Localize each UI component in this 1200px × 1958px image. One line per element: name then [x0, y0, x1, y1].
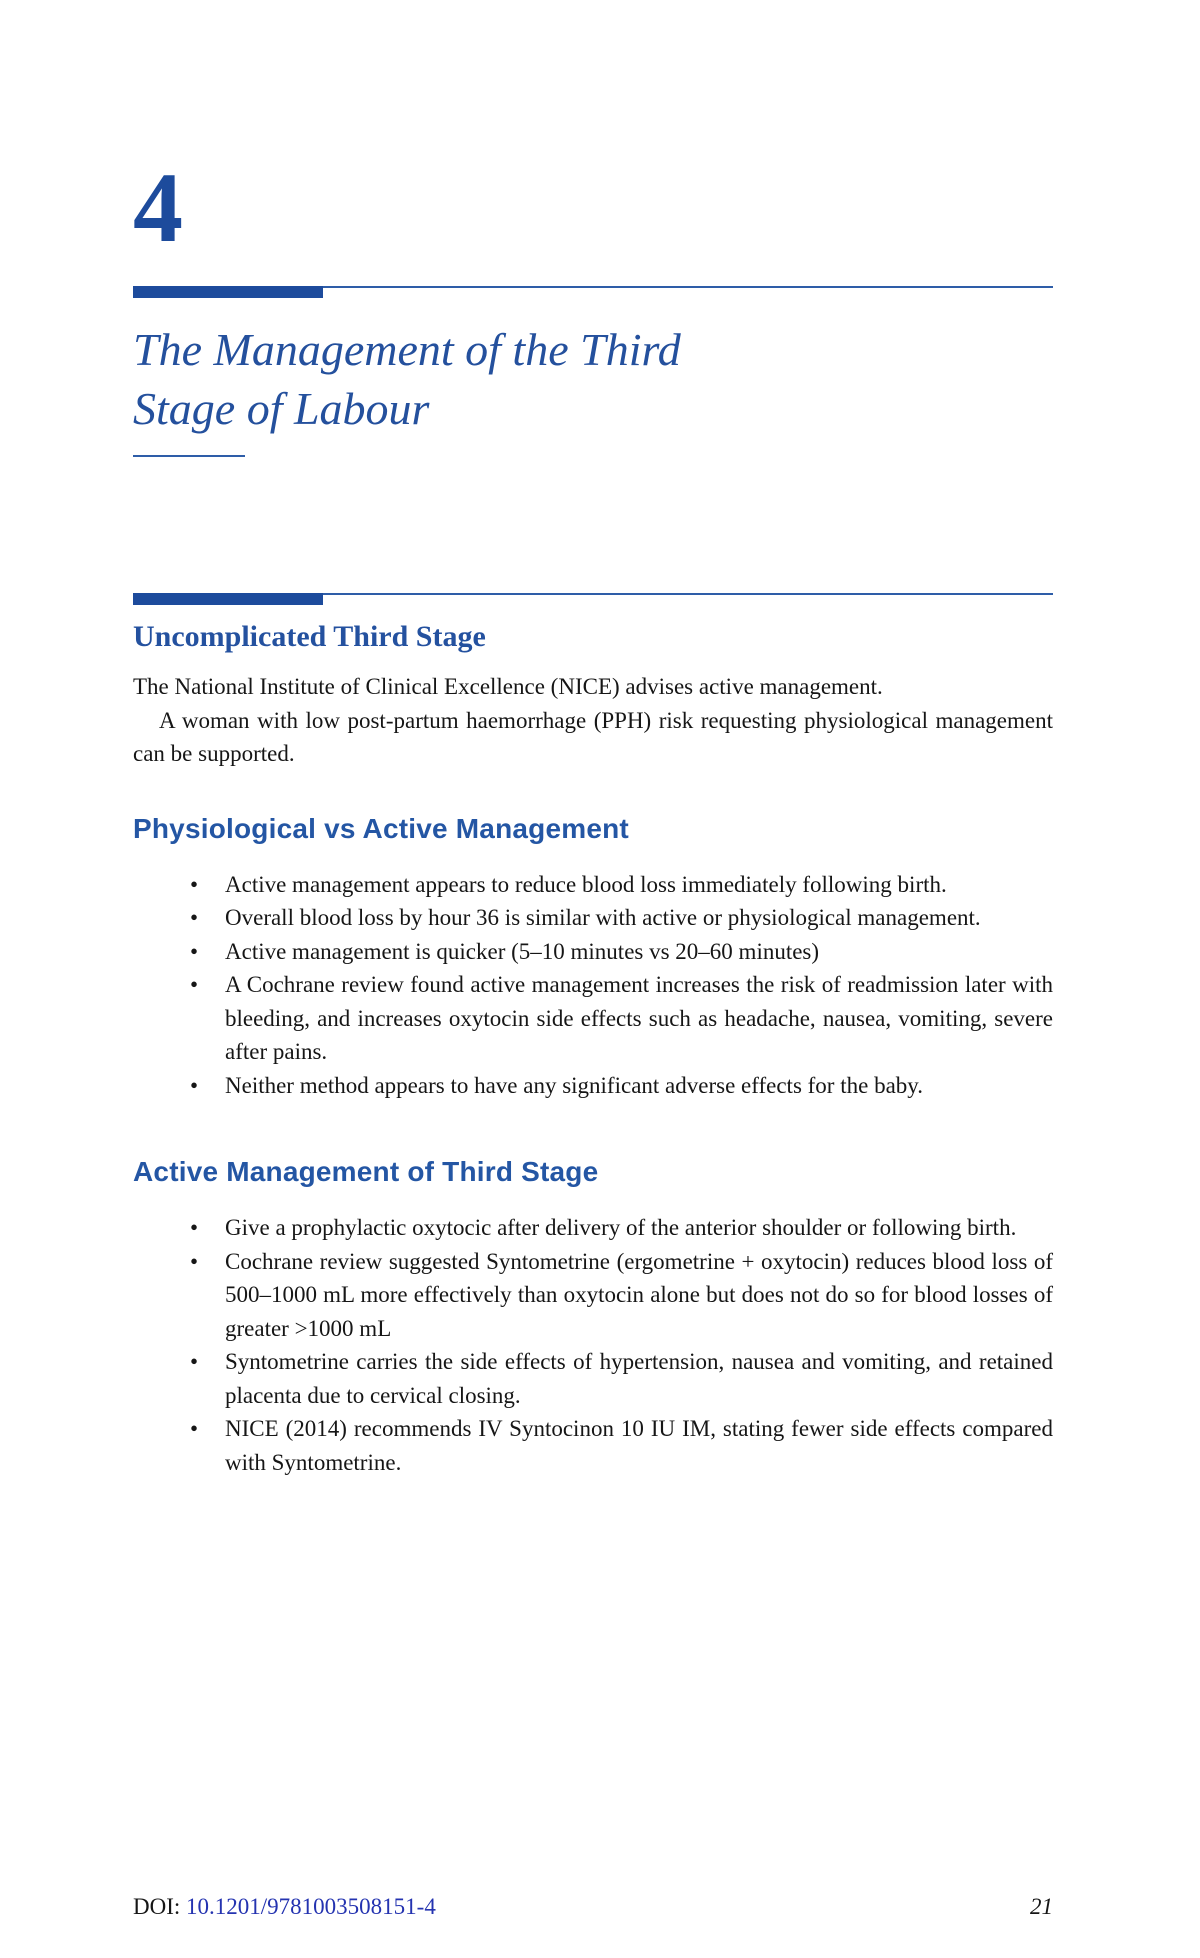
bullet-icon: • [190, 938, 199, 964]
list-item [133, 868, 1053, 902]
page-number: 21 [1030, 1894, 1053, 1919]
bullet-icon: • [190, 871, 199, 897]
list-item-text: NICE (2014) recommends IV Syntocinon 10 IU IM, stating fewer side effects compared with Syntometrine. [225, 1416, 1053, 1475]
page-footer [133, 1892, 1053, 1922]
list-item-text: Syntometrine carries the side effects of hypertension, nausea and vomiting, and retained placenta due to cervical closing. [225, 1349, 1053, 1408]
chapter-rule-bar [133, 286, 323, 298]
list-item [133, 1345, 1053, 1412]
list-item [133, 935, 1053, 969]
subsection-heading-physiological-vs-active: Physiological vs Active Management [133, 812, 629, 844]
chapter-title-line2: Stage of Labour [133, 383, 430, 434]
bullet-icon: • [190, 972, 199, 997]
chapter-rule [133, 286, 1053, 298]
list-item [133, 1412, 1053, 1479]
list-item-text: Active management appears to reduce blood loss immediately following birth. [225, 871, 947, 897]
chapter-title-line1: The Management of the Third [133, 324, 681, 375]
list-item-text: Overall blood loss by hour 36 is similar with active or physiological management. [225, 905, 981, 930]
paragraph-low-pph-risk: A woman with low post-partum haemorrhage (PPH) risk requesting physiological management can be supported. [133, 707, 1053, 766]
list-item [133, 901, 1053, 935]
section-heading-uncomplicated-third-stage: Uncomplicated Third Stage [133, 620, 486, 653]
list-item [133, 1211, 1053, 1245]
doi-line [133, 1892, 436, 1922]
bullet-icon: • [190, 1072, 199, 1098]
section-rule-bar [133, 593, 323, 605]
list-item [133, 1245, 1053, 1346]
paragraph-nice-advice: The National Institute of Clinical Excellence (NICE) advises active management. [133, 674, 883, 699]
list-item-text: Give a prophylactic oxytocic after delivery of the anterior shoulder or following birth. [225, 1215, 1017, 1240]
bullet-list-physiological-vs-active [133, 868, 1053, 1103]
bullet-icon: • [190, 1416, 199, 1441]
bullet-list-active-management [133, 1211, 1053, 1479]
section-rule [133, 593, 1053, 605]
subsection-heading-active-management: Active Management of Third Stage [133, 1156, 599, 1187]
chapter-number: 4 [133, 152, 183, 263]
doi-label: DOI: [133, 1894, 181, 1919]
bullet-icon: • [190, 905, 199, 930]
list-item-text: Active management is quicker (5–10 minutes vs 20–60 minutes) [225, 938, 820, 964]
doi-link[interactable]: 10.1201/9781003508151-4 [186, 1894, 436, 1919]
list-item-text: A Cochrane review found active management increases the risk of readmission later with bleeding, and increases oxytocin side effects such as headache, nausea, vomiting, severe after pains. [225, 972, 1053, 1064]
title-underline [133, 455, 245, 457]
list-item [133, 1069, 1053, 1103]
bullet-icon: • [190, 1248, 199, 1274]
list-item-text: Neither method appears to have any significant adverse effects for the baby. [225, 1072, 924, 1098]
chapter-title [133, 320, 1053, 438]
section-body [133, 670, 1053, 771]
bullet-icon: • [190, 1349, 199, 1374]
list-item-text: Cochrane review suggested Syntometrine (ergometrine + oxytocin) reduces blood loss of 500–1000 mL more effectively than oxytocin alone but does not do so for blood losses of greater >1000 mL [225, 1248, 1053, 1341]
list-item [133, 968, 1053, 1069]
bullet-icon: • [190, 1215, 199, 1240]
book-page [0, 152, 1200, 1958]
